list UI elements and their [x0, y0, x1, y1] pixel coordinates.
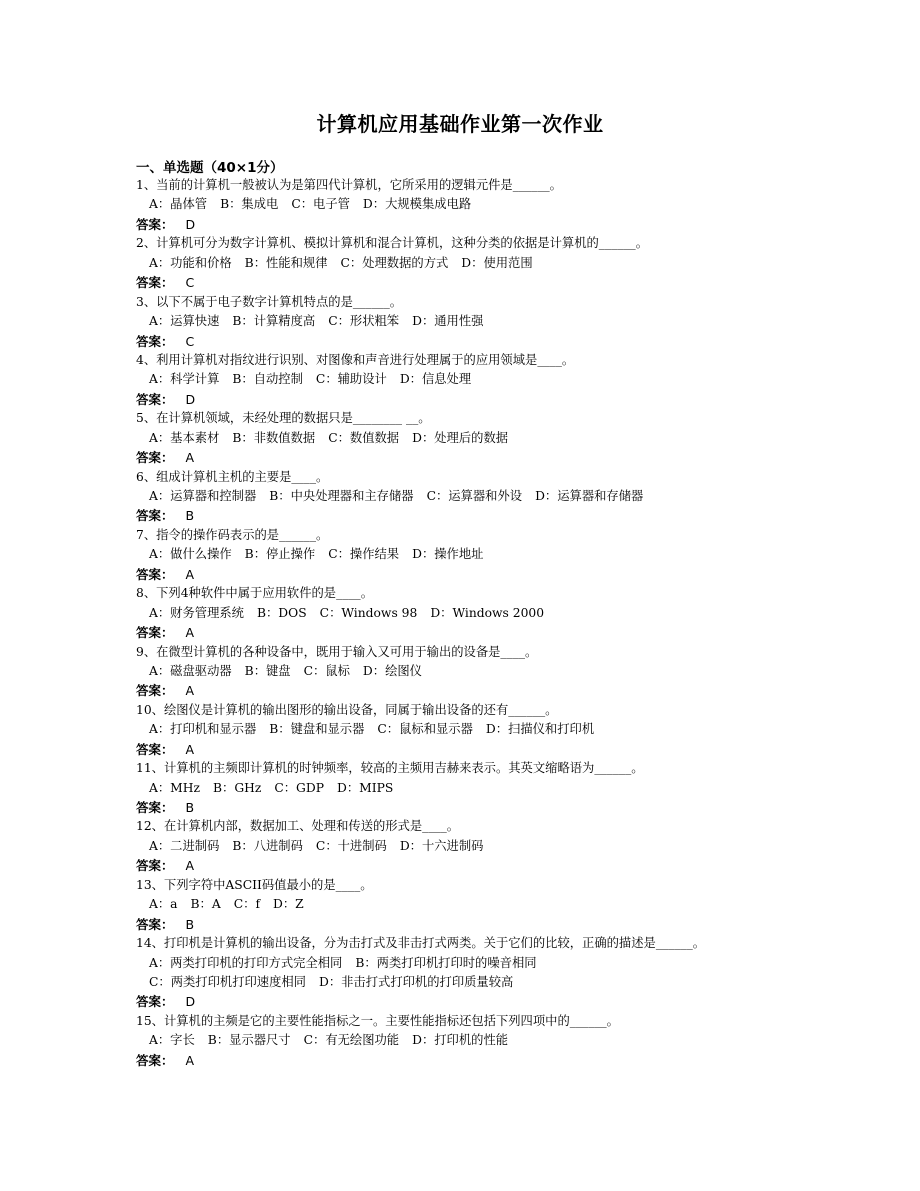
- option: D：操作地址: [412, 547, 484, 562]
- option: C：Windows 98: [319, 605, 418, 620]
- option: D：通用性强: [412, 314, 484, 329]
- option: B：八进制码: [232, 838, 303, 853]
- answer-row: [136, 390, 836, 409]
- question-stem: 5、在计算机领域，未经处理的数据只是________ __。: [136, 411, 431, 426]
- answer-label: 答案：: [136, 625, 174, 641]
- option-row: [136, 312, 836, 331]
- option: A：两类打印机的打印方式完全相同: [149, 955, 343, 970]
- option: D：Windows 2000: [430, 605, 545, 620]
- answer-value: A: [185, 450, 195, 466]
- answer-label: 答案：: [136, 994, 174, 1010]
- option: B：键盘: [244, 663, 291, 678]
- option-row: [136, 1031, 836, 1050]
- option: D：处理后的数据: [412, 430, 509, 445]
- option: D：非击打式打印机的打印质量较高: [318, 974, 514, 989]
- answer-row: [136, 332, 836, 351]
- answer-row: [136, 798, 836, 817]
- option: D：信息处理: [399, 372, 472, 387]
- question-stem: 3、以下不属于电子数字计算机特点的是______。: [136, 294, 403, 309]
- option-row: [136, 954, 836, 973]
- option: D：打印机的性能: [412, 1033, 509, 1048]
- question-stem: 10、绘图仪是计算机的输出图形的输出设备，同属于输出设备的还有______。: [136, 702, 558, 717]
- answer-row: [136, 740, 836, 759]
- question-stem: 1、当前的计算机一般被认为是第四代计算机，它所采用的逻辑元件是______。: [136, 178, 562, 192]
- question-stem: 15、计算机的主频是它的主要性能指标之一。主要性能指标还包括下列四项中的______。: [136, 1013, 619, 1028]
- option: A：磁盘驱动器: [149, 663, 232, 678]
- option: D：扫描仪和打印机: [485, 722, 595, 737]
- option: D：Z: [273, 897, 304, 912]
- answer-value: D: [185, 391, 196, 407]
- answer-label: 答案：: [136, 333, 174, 349]
- answer-value: D: [185, 994, 196, 1010]
- option: C：两类打印机打印速度相同: [149, 974, 306, 989]
- answer-label: 答案：: [136, 800, 174, 815]
- option: B：键盘和显示器: [269, 722, 365, 737]
- option-row: [136, 837, 836, 856]
- option: A：运算器和控制器: [149, 489, 257, 503]
- option: A：晶体管: [149, 197, 208, 212]
- option: B：计算精度高: [232, 314, 316, 329]
- answer-label: 答案：: [136, 916, 174, 932]
- answer-label: 答案：: [136, 741, 174, 757]
- option: B：集成电: [220, 197, 279, 212]
- option: D：使用范围: [461, 255, 533, 270]
- question-list: [136, 176, 836, 1070]
- option-row: [136, 720, 836, 739]
- option: C：鼠标和显示器: [377, 722, 473, 737]
- answer-row: [136, 506, 836, 525]
- answer-value: C: [185, 333, 195, 349]
- answer-row: [136, 992, 836, 1011]
- option: A：字长: [149, 1033, 195, 1048]
- option-row: [136, 895, 836, 914]
- option: D：MIPS: [337, 780, 394, 795]
- answer-value: A: [185, 566, 195, 582]
- answer-label: 答案：: [136, 275, 174, 291]
- option: D：运算器和存储器: [535, 489, 644, 503]
- answer-row: [136, 856, 836, 875]
- option: B：两类打印机打印时的噪音相同: [355, 955, 537, 970]
- option: C：处理数据的方式: [340, 255, 449, 270]
- option: C：运算器和外设: [426, 489, 523, 503]
- question-stem: 11、计算机的主频即计算机的时钟频率，较高的主频用吉赫来表示。其英文缩略语为______。: [136, 761, 644, 776]
- question-stem: 13、下列字符中ASCII码值最小的是____。: [136, 877, 373, 892]
- answer-value: D: [185, 216, 196, 232]
- answer-value: A: [185, 1052, 195, 1068]
- question-stem: 8、下列4种软件中属于应用软件的是____。: [136, 586, 373, 601]
- option: B：GHz: [212, 780, 262, 795]
- answer-row: [136, 565, 836, 584]
- answer-value: B: [185, 800, 195, 815]
- question-stem: 7、指令的操作码表示的是______。: [136, 527, 329, 542]
- answer-row: [136, 681, 836, 700]
- answer-label: 答案：: [136, 1052, 174, 1068]
- option: C：电子管: [291, 197, 350, 212]
- answer-label: 答案：: [136, 566, 174, 582]
- option: C：f: [233, 897, 260, 912]
- question-stem: 2、计算机可分为数字计算机、模拟计算机和混合计算机，这种分类的依据是计算机的______。: [136, 236, 648, 251]
- answer-row: [136, 215, 836, 234]
- option-row: [136, 487, 836, 506]
- answer-label: 答案：: [136, 683, 174, 699]
- question-stem: 14、打印机是计算机的输出设备，分为击打式及非击打式两类。关于它们的比较，正确的描述是______。: [136, 936, 706, 951]
- answer-value: A: [185, 858, 195, 874]
- option: B：DOS: [256, 605, 307, 620]
- option: B：自动控制: [232, 372, 303, 387]
- option: A：财务管理系统: [149, 605, 244, 620]
- option: B：非数值数据: [232, 430, 316, 445]
- option: C：十进制码: [315, 838, 387, 853]
- option: C：有无绘图功能: [303, 1033, 400, 1048]
- question-stem: 9、在微型计算机的各种设备中，既用于输入又可用于输出的设备是____。: [136, 644, 538, 659]
- answer-value: B: [185, 916, 195, 932]
- option: A：MHz: [149, 780, 200, 795]
- answer-label: 答案：: [136, 508, 174, 524]
- option: B：A: [190, 897, 221, 912]
- answer-label: 答案：: [136, 216, 174, 232]
- option-row: [136, 973, 836, 992]
- option-row: [136, 662, 836, 681]
- document-title: 计算机应用基础作业第一次作业: [316, 112, 604, 136]
- option: A：二进制码: [149, 838, 220, 853]
- answer-value: A: [185, 741, 195, 757]
- option: C：辅助设计: [315, 372, 387, 387]
- answer-value: A: [185, 683, 195, 699]
- question-stem: 6、组成计算机主机的主要是____。: [136, 469, 329, 484]
- option: C：形状粗笨: [328, 314, 400, 329]
- option-row: [136, 545, 836, 564]
- question-stem: 12、在计算机内部，数据加工、处理和传送的形式是____。: [136, 819, 460, 834]
- option: B：性能和规律: [244, 255, 328, 270]
- option-row: [136, 604, 836, 623]
- option: A：基本素材: [149, 430, 220, 445]
- option-row: [136, 779, 836, 798]
- section-heading: 一、单选题（40×1分）: [136, 160, 284, 176]
- option: A：a: [149, 897, 178, 912]
- option: A：打印机和显示器: [149, 722, 257, 737]
- answer-label: 答案：: [136, 391, 174, 407]
- option: C：鼠标: [303, 663, 350, 678]
- option: C：数值数据: [328, 430, 400, 445]
- answer-row: [136, 915, 836, 934]
- question-stem: 4、利用计算机对指纹进行识别、对图像和声音进行处理属于的应用领域是____。: [136, 352, 575, 367]
- option-row: [136, 195, 836, 214]
- answer-label: 答案：: [136, 858, 174, 874]
- answer-row: [136, 623, 836, 642]
- option: A：科学计算: [149, 372, 220, 387]
- option: C：操作结果: [328, 547, 400, 562]
- option: B：停止操作: [244, 547, 316, 562]
- option: D：十六进制码: [399, 838, 484, 853]
- answer-label: 答案：: [136, 450, 174, 466]
- answer-value: C: [185, 275, 195, 291]
- answer-row: [136, 273, 836, 292]
- answer-row: [136, 448, 836, 467]
- answer-value: A: [185, 625, 195, 641]
- option: A：做什么操作: [149, 547, 232, 562]
- answer-value: B: [185, 508, 195, 524]
- answer-row: [136, 1051, 836, 1070]
- option: D：绘图仪: [362, 663, 422, 678]
- option: C：GDP: [274, 780, 325, 795]
- option: B：中央处理器和主存储器: [269, 489, 414, 503]
- option: D：大规模集成电路: [362, 197, 472, 212]
- option: A：功能和价格: [149, 255, 232, 270]
- option: A：运算快速: [149, 314, 220, 329]
- option-row: [136, 429, 836, 448]
- option: B：显示器尺寸: [207, 1033, 291, 1048]
- option-row: [136, 370, 836, 389]
- option-row: [136, 254, 836, 273]
